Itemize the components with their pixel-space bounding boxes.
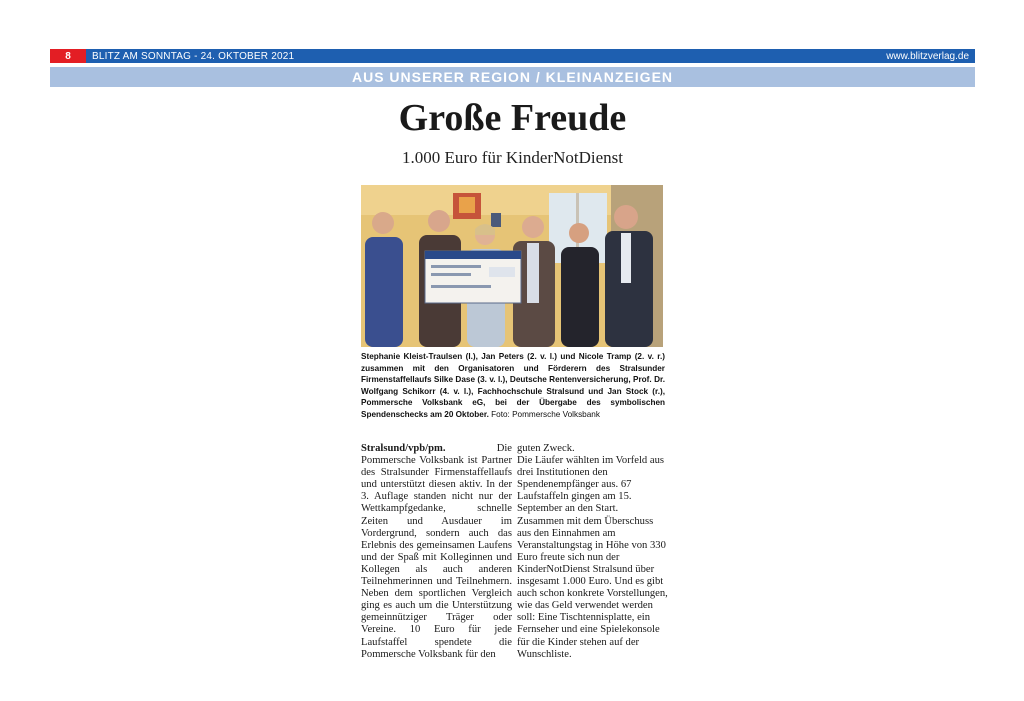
- column-2-paragraph-2: Die Läufer wählten im Vorfeld aus drei Institutionen den Spendenempfänger aus. 67 Laufstaffeln gingen am 15. September an den Start.: [517, 455, 664, 515]
- column-2-paragraph-1: guten Zweck.: [517, 443, 575, 454]
- website-link[interactable]: www.blitzverlag.de: [886, 50, 969, 62]
- article-subheadline: 1.000 Euro für KinderNotDienst: [402, 148, 623, 167]
- article-column-1: [361, 443, 512, 661]
- article-photo: [361, 185, 663, 347]
- page-number: 8: [50, 49, 86, 63]
- article-headline: Große Freude: [398, 97, 627, 139]
- edition-date: BLITZ AM SONNTAG - 24. OKTOBER 2021: [92, 50, 295, 62]
- dateline: Stralsund/vpb/pm.: [361, 443, 446, 454]
- photo-credit: Foto: Pommersche Volksbank: [491, 409, 600, 419]
- caption-text: Stephanie Kleist-Traulsen (l.), Jan Peters (2. v. l.) und Nicole Tramp (2. v. r.) zusammen mit den Organisatoren und Förderern des Stralsunder Firmenstaffellaufs Silke Dase (3. v. l.), Deutsche Rentenversicherung, Prof. Dr. Wolfgang Schikorr (4. v. l.), Fachhochschule Stralsund und Jan Stock (r.), Pommersche Volksbank eG, bei der Übergabe des symbolischen Spendenschecks am 20 Oktober.: [361, 352, 665, 419]
- photo-caption: [361, 351, 665, 420]
- article-column-2: [517, 443, 668, 661]
- section-title: AUS UNSERER REGION / KLEINANZEIGEN: [50, 67, 975, 87]
- column-2-paragraph-3: Zusammen mit dem Überschuss aus den Einnahmen am Veranstaltungstag in Höhe von 330 Euro freute sich nun der KinderNotDienst Stralsund über insgesamt 1.000 Euro. Und es gibt auch schon konkrete Vorstellungen, wie das Geld verwendet werden soll: Eine Tischtennisplatte, ein Fernseher und eine Spielekonsole für die Kinder stehen auf der Wunschliste.: [517, 515, 668, 660]
- page-header-bar: [50, 49, 975, 63]
- group-photo-illustration: [361, 185, 663, 347]
- column-1-text: Die Pommersche Volksbank ist Partner des Stralsunder Firmenstaffellaufs und unterstützt diesen aktiv. In der 3. Auflage standen nicht nur der Wettkampfgedanke, schnelle Zeiten und Ausdauer im Vordergrund, sondern auch das Erlebnis des gemeinsamen Laufens und der Spaß mit Kolleginnen und Kollegen als auch anderen Teilnehmerinnen und Teilnehmern. Neben dem sportlichen Vergleich ging es auch um die Unterstützung gemeinnütziger Träger oder Vereine. 10 Euro für jede Laufstaffel spendete die Pommersche Volksbank für den: [361, 443, 512, 660]
